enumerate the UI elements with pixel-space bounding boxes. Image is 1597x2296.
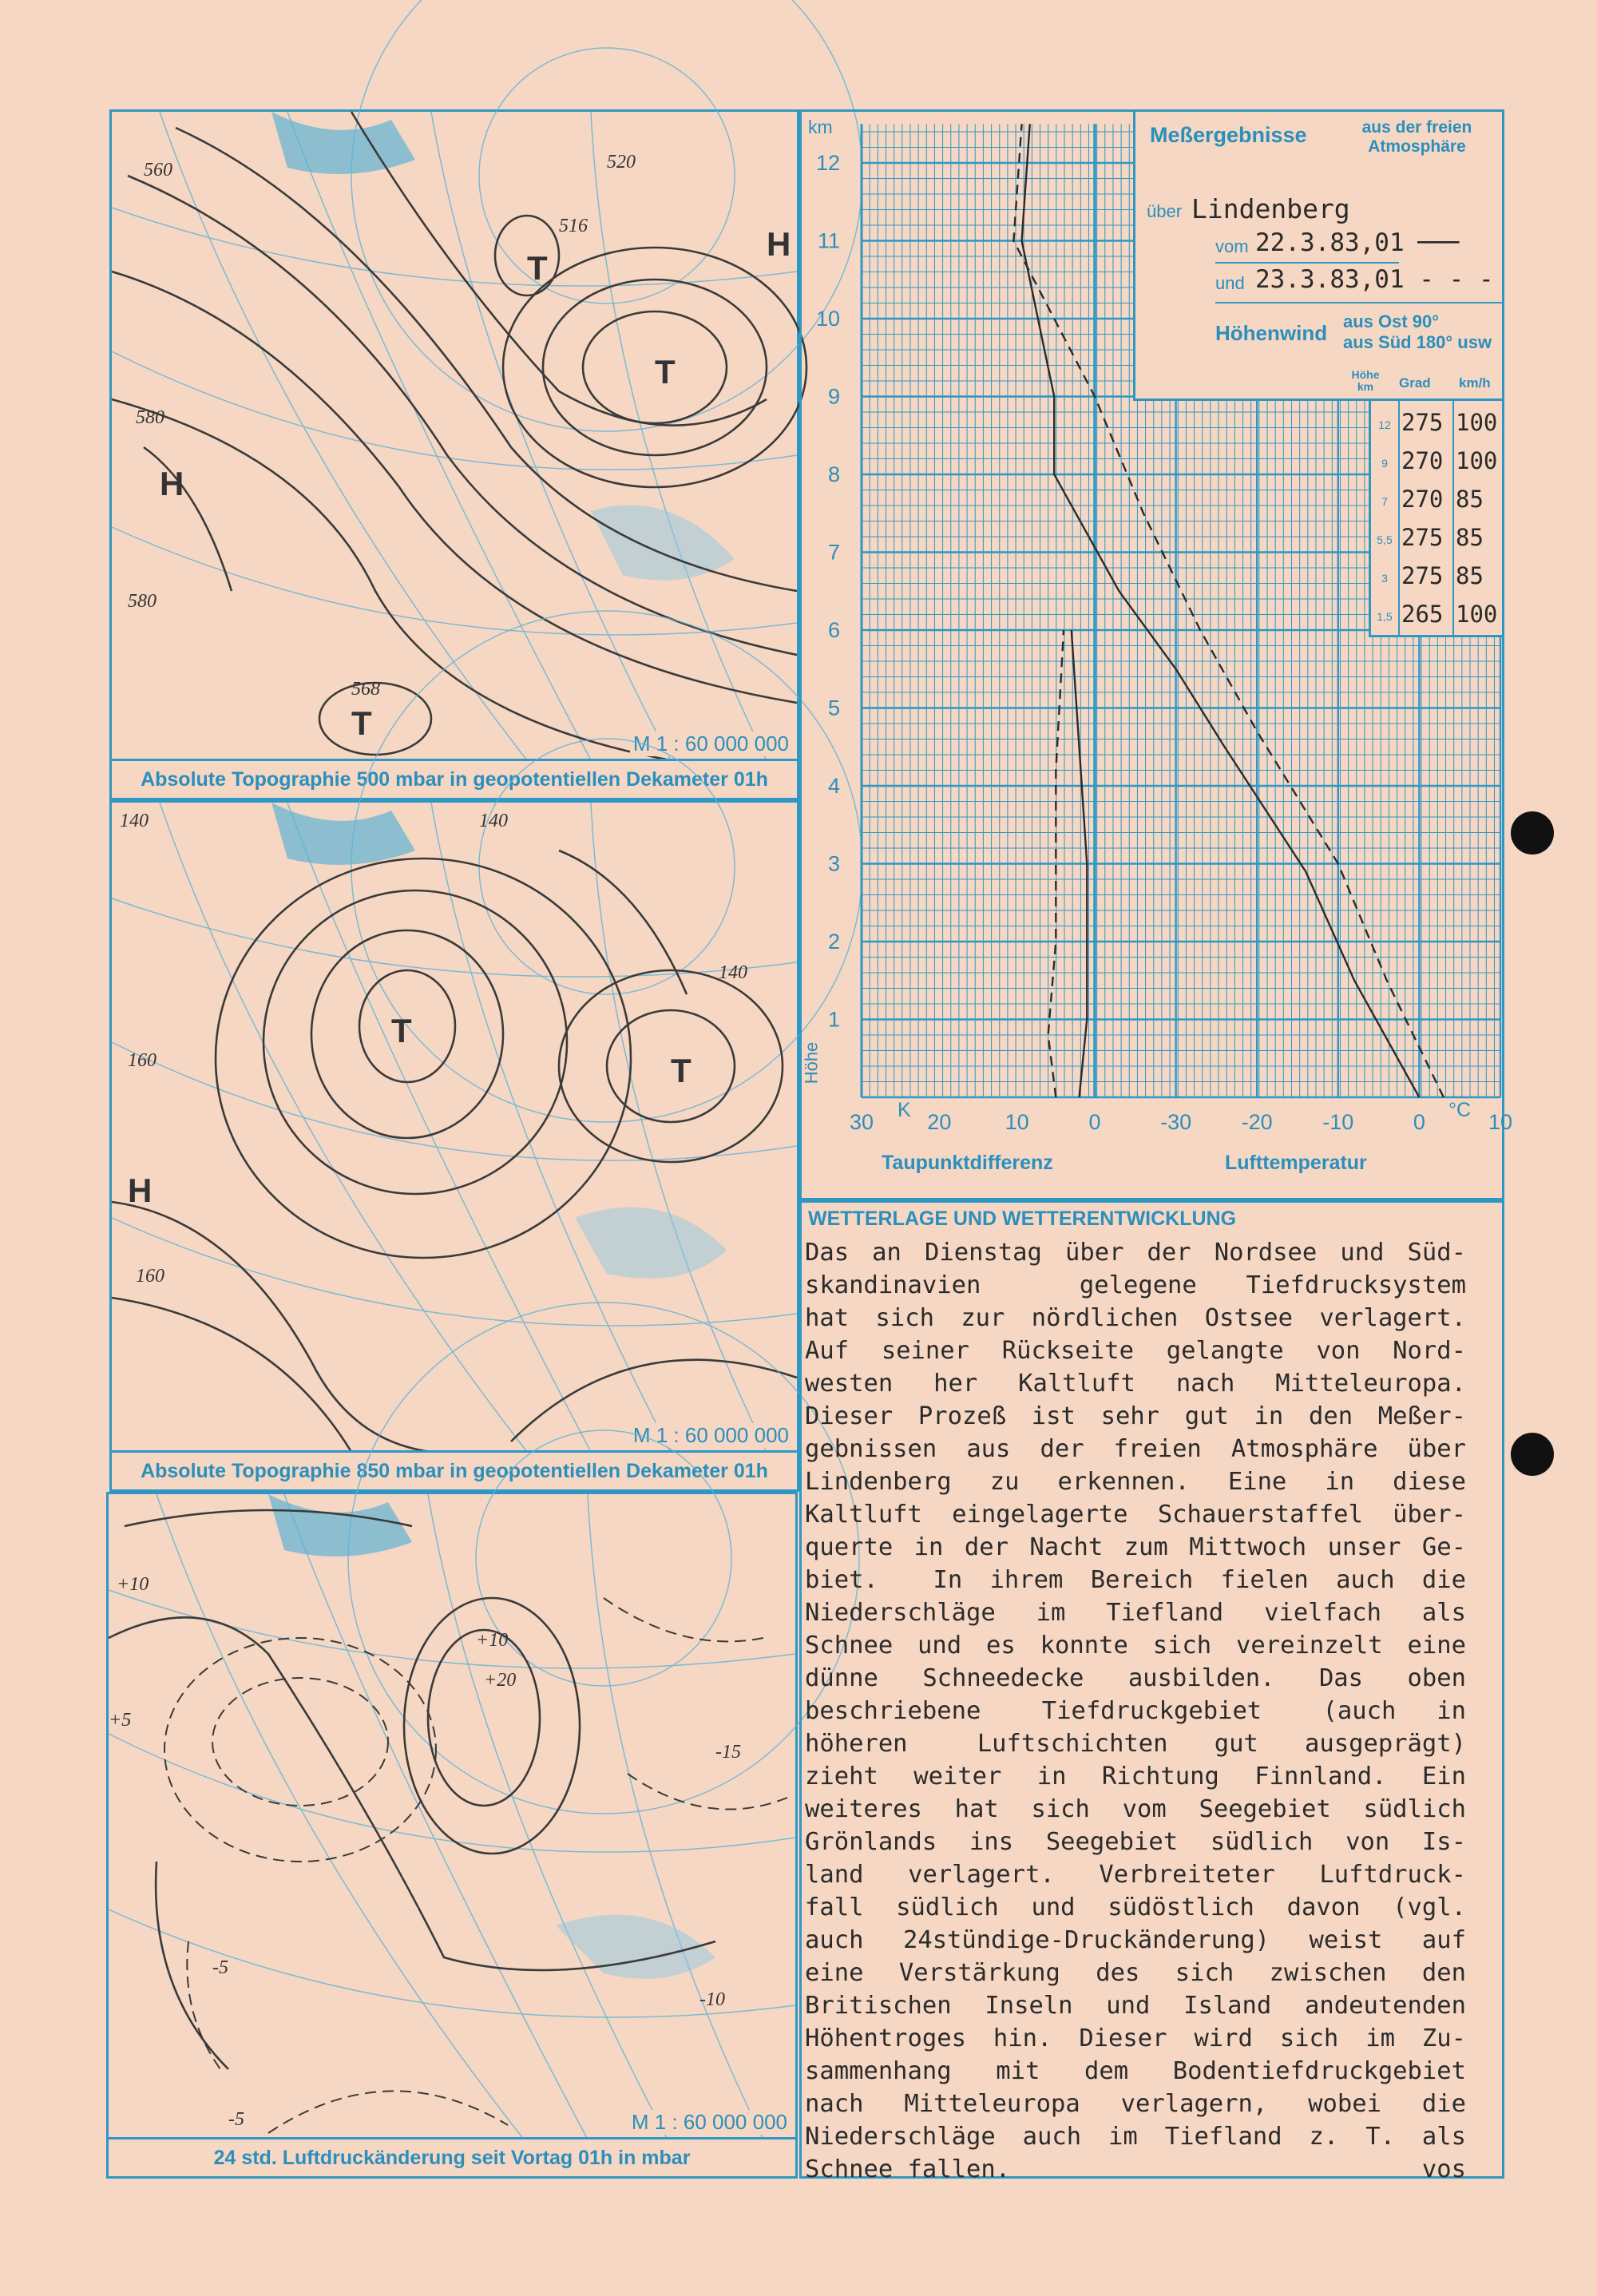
wind-note-2: aus Süd 180° usw	[1343, 332, 1492, 352]
author-signature: vos	[1421, 2155, 1466, 2183]
wind-row	[1371, 446, 1502, 482]
weather-text	[805, 1236, 1466, 2186]
weather-heading: WETTERLAGE UND WETTERENTWICKLUNG	[808, 1207, 1237, 1230]
date-2-value: 23.3.83,01	[1255, 265, 1405, 294]
temperature-tick-label: 0	[1413, 1110, 1425, 1134]
wind-table	[1369, 401, 1502, 637]
svg-text:T: T	[391, 1012, 412, 1049]
wind-row-degree: 275	[1401, 562, 1444, 589]
text-line: weiteres hat sich vom Seegebiet südlich	[805, 1795, 1466, 1823]
svg-text:H: H	[160, 465, 184, 502]
svg-text:T: T	[655, 353, 676, 391]
text-line: westen her Kaltluft nach Mitteleuropa.	[805, 1370, 1466, 1398]
y-tick-label: 6	[827, 618, 840, 642]
y-tick-label: 9	[827, 384, 840, 409]
temperature-axis-label: Lufttemperatur	[1225, 1152, 1367, 1174]
dewpoint-tick-label: 0	[1088, 1110, 1101, 1134]
y-tick-label: 12	[815, 151, 840, 175]
temperature-tick-label: -10	[1322, 1110, 1354, 1134]
wind-row-speed: 100	[1456, 409, 1498, 436]
text-line: hat sich zur nördlichen Ostsee verlagert.	[805, 1304, 1466, 1332]
wind-row-degree: 270	[1401, 447, 1444, 474]
y-tick-label: 10	[815, 307, 840, 331]
text-line: gebnissen aus der freien Atmosphäre über	[805, 1435, 1466, 1463]
map-scale: M 1 : 60 000 000	[628, 2110, 791, 2135]
wind-title: Höhenwind	[1215, 321, 1328, 345]
y-tick-label: 1	[827, 1007, 840, 1032]
text-line: fall südlich und südöstlich davon (vgl.	[805, 1894, 1466, 1921]
text-line: eine Verstärkung des sich zwischen den	[805, 1959, 1466, 1987]
text-line: Lindenberg zu erkennen. Eine in diese	[805, 1468, 1466, 1496]
text-line: Kaltluft eingelagerte Schauerstaffel über-	[805, 1501, 1466, 1529]
km-label: km	[808, 117, 833, 137]
map-pressure-change-drawing	[109, 1494, 795, 2139]
y-tick-label: 8	[827, 462, 840, 486]
text-line: Britischen Inseln und Island andeutenden	[805, 1992, 1466, 2020]
y-tick-label: 2	[827, 930, 840, 954]
text-line: höheren Luftschichten gut ausgeprägt)	[805, 1730, 1466, 1758]
dewpoint-tick-label: 20	[927, 1110, 952, 1134]
wind-row-height: 7	[1381, 495, 1388, 508]
svg-text:-5: -5	[212, 1957, 228, 1978]
wind-row	[1371, 484, 1502, 521]
text-line: Dieser Prozeß ist sehr gut in den Meßer-	[805, 1402, 1466, 1430]
svg-text:160: 160	[136, 1266, 164, 1287]
svg-text:H: H	[767, 225, 791, 263]
punch-hole	[1511, 1433, 1554, 1476]
date-1-value: 22.3.83,01	[1255, 228, 1405, 257]
text-line: nach Mitteleuropa verlagern, wobei die	[805, 2090, 1466, 2118]
text-line: beschriebene Tiefdruckgebiet (auch in	[805, 1697, 1466, 1725]
y-tick-label: 7	[827, 540, 840, 565]
map-500mbar-drawing	[112, 112, 797, 760]
date-2: 23.3.83,01 - - -	[1255, 265, 1494, 294]
svg-text:+10: +10	[117, 1574, 149, 1595]
station-name: Lindenberg	[1191, 193, 1350, 224]
sounding-header	[1133, 112, 1502, 401]
und-label: und	[1215, 273, 1245, 293]
wind-row-height: 1,5	[1377, 610, 1393, 623]
wind-row	[1371, 599, 1502, 636]
text-line: Schnee und es konnte sich vereinzelt eine	[805, 1632, 1466, 1660]
y-tick-label: 11	[817, 228, 840, 253]
wind-row-speed: 85	[1456, 524, 1484, 551]
temperature-tick-label: 10	[1488, 1110, 1513, 1134]
svg-text:-15: -15	[715, 1742, 741, 1763]
wind-row-degree: 265	[1401, 601, 1444, 628]
text-line: auch 24stündige-Druckänderung) weist auf	[805, 1926, 1466, 1954]
svg-text:T: T	[671, 1052, 692, 1089]
svg-text:+20: +20	[484, 1670, 517, 1691]
text-line: skandinavien gelegene Tiefdrucksystem	[805, 1271, 1466, 1299]
svg-text:+10: +10	[476, 1630, 509, 1651]
wind-row	[1371, 561, 1502, 597]
wind-row-speed: 100	[1456, 601, 1498, 628]
wind-note-1: aus Ost 90°	[1343, 311, 1440, 331]
vom-label: vom	[1215, 236, 1249, 256]
wind-row-degree: 270	[1401, 486, 1444, 513]
temperature-tick-label: -30	[1160, 1110, 1192, 1134]
y-tick-label: 5	[827, 696, 840, 720]
wind-row-height: 12	[1378, 418, 1391, 431]
text-line: Höhentroges hin. Dieser wird sich im Zu-	[805, 2024, 1466, 2052]
svg-text:H: H	[128, 1172, 153, 1209]
svg-text:140: 140	[120, 811, 149, 831]
map-caption: Absolute Topographie 850 mbar in geopotentiellen Dekameter 01h	[112, 1450, 797, 1489]
wind-row-height: 9	[1381, 457, 1388, 470]
wind-row-speed: 85	[1456, 562, 1484, 589]
wind-row-degree: 275	[1401, 409, 1444, 436]
wind-row-degree: 275	[1401, 524, 1444, 551]
map-850mbar-drawing	[112, 803, 797, 1452]
text-line: land verlagert. Verbreiteter Luftdruck-	[805, 1861, 1466, 1889]
wind-header-speed: km/h	[1459, 375, 1491, 391]
dewpoint-tick-label: 30	[849, 1110, 874, 1134]
svg-text:580: 580	[136, 407, 164, 428]
wind-row-height: 3	[1381, 572, 1388, 585]
svg-text:T: T	[351, 704, 372, 742]
sounding-subtitle: aus der freien Atmosphäre	[1361, 118, 1472, 156]
svg-text:T: T	[527, 249, 548, 287]
wind-row-height: 5,5	[1377, 533, 1393, 546]
text-line-last: Schnee fallen.	[805, 2155, 1011, 2183]
wind-row-speed: 100	[1456, 447, 1498, 474]
text-line: querte in der Nacht zum Mittwoch unser Ge-	[805, 1533, 1466, 1561]
text-line: zieht weiter in Richtung Finnland. Ein	[805, 1763, 1466, 1790]
svg-text:520: 520	[607, 152, 636, 172]
y-tick-label: 4	[827, 774, 840, 798]
svg-text:160: 160	[128, 1050, 157, 1071]
svg-text:568: 568	[351, 679, 380, 700]
map-pressure-change	[106, 1492, 798, 2179]
map-caption: Absolute Topographie 500 mbar in geopotentiellen Dekameter 01h	[112, 759, 797, 798]
y-tick-label: 3	[827, 851, 840, 876]
degc-label: °C	[1448, 1099, 1472, 1121]
text-line: dünne Schneedecke ausbilden. Das oben	[805, 1664, 1466, 1692]
text-line: biet. In ihrem Bereich fielen auch die	[805, 1566, 1466, 1594]
svg-text:-5: -5	[228, 2109, 244, 2130]
map-850mbar	[109, 800, 799, 1492]
svg-text:+5: +5	[109, 1710, 132, 1731]
height-label: Höhe	[801, 1041, 822, 1085]
map-scale: M 1 : 60 000 000	[630, 732, 792, 756]
map-500mbar	[109, 109, 799, 800]
punch-hole	[1511, 811, 1554, 855]
wind-header-degree: Grad	[1399, 375, 1431, 391]
svg-text:516: 516	[559, 216, 588, 236]
dewpoint-tick-label: 10	[1005, 1110, 1029, 1134]
text-line: Grönlands ins Seegebiet südlich von Is-	[805, 1828, 1466, 1856]
svg-text:140: 140	[479, 811, 508, 831]
wind-row-speed: 85	[1456, 486, 1484, 513]
sounding-title: Meßergebnisse	[1150, 123, 1307, 147]
over-label: über	[1147, 201, 1183, 221]
text-line: Niederschläge auch im Tiefland z. T. als	[805, 2123, 1466, 2151]
text-line: Niederschläge im Tiefland vielfach als	[805, 1599, 1466, 1627]
wind-header-height: Höhe km	[1351, 368, 1380, 393]
wind-row	[1371, 407, 1502, 444]
dewpoint-axis-label: Taupunktdifferenz	[882, 1152, 1053, 1174]
map-scale: M 1 : 60 000 000	[630, 1423, 792, 1448]
svg-text:-10: -10	[699, 1989, 725, 2010]
k-label: K	[898, 1099, 911, 1121]
date-1: 22.3.83,01 ───	[1255, 228, 1458, 257]
map-caption: 24 std. Luftdruckänderung seit Vortag 01h in mbar	[109, 2137, 795, 2176]
sounding-panel	[799, 109, 1513, 1200]
svg-text:580: 580	[128, 591, 157, 612]
text-line: Das an Dienstag über der Nordsee und Süd-	[805, 1239, 1466, 1267]
text-line: Auf seiner Rückseite gelangte von Nord-	[805, 1337, 1466, 1365]
temperature-tick-label: -20	[1241, 1110, 1273, 1134]
svg-text:560: 560	[144, 160, 172, 180]
wind-row	[1371, 522, 1502, 559]
svg-text:140: 140	[719, 962, 747, 983]
text-line: sammenhang mit dem Bodentiefdruckgebiet	[805, 2057, 1466, 2085]
